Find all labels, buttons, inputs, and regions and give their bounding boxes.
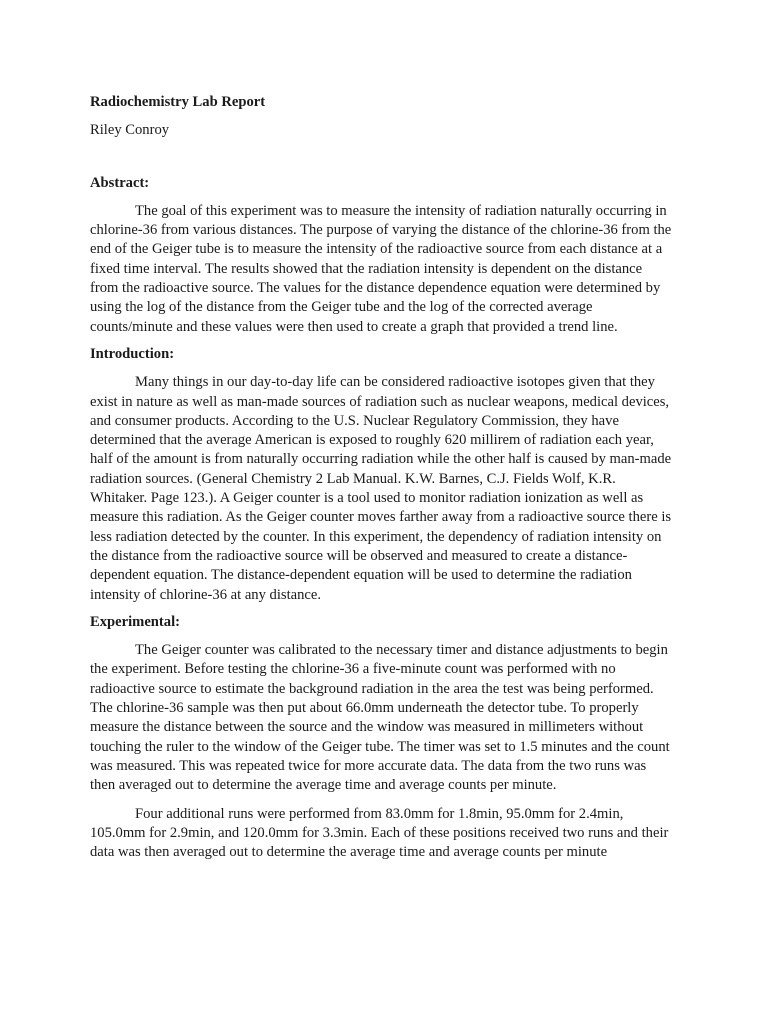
introduction-paragraph: Many things in our day-to-day life can be considered radioactive isotopes given that they exist in nature as well as man-made sources of radiation such as nuclear weapons, medical devices, and consumer products. According to the U.S. Nuclear Regulatory Commission, they have determined that the average American is exposed to roughly 620 millirem of radiation each year, half of the amount is from naturally occurring radiation while the other half is caused by man-made radiation sources. (General Chemistry 2 Lab Manual. K.W. Barnes, C.J. Fields Wolf, K.R. Whitaker. Page 123.). A Geiger counter is a tool used to monitor radiation ionization as well as measure this radiation. As the Geiger counter moves farther away from a radioactive source there is less radiation detected by the counter. In this experiment, the dependency of radiation intensity on the distance from the radioactive source will be observed and measured to create a distance-dependent equation. The distance-dependent equation will be used to determine the radiation intensity of chlorine-36 at any distance.	[90, 374, 672, 603]
author-name: Riley Conroy	[90, 122, 170, 139]
report-title: Radiochemistry Lab Report	[90, 94, 266, 110]
lab-report-page	[90, 93, 674, 862]
introduction-heading: Introduction:	[90, 345, 175, 362]
experimental-heading: Experimental:	[90, 613, 180, 630]
abstract-heading: Abstract:	[90, 174, 150, 191]
abstract-paragraph: The goal of this experiment was to measure the intensity of radiation naturally occurring in chlorine-36 from various distances. The purpose of varying the distance of the chlorine-36 from the end of the Geiger tube is to measure the intensity of the radioactive source from each distance at a fixed time interval. The results showed that the radiation intensity is dependent on the distance from the radioactive source. The values for the distance dependence equation were determined by using the log of the distance from the Geiger tube and the log of the corrected average counts/minute and these values were then used to create a graph that provided a trend line.	[90, 202, 672, 335]
experimental-paragraph-2: Four additional runs were performed from 83.0mm for 1.8min, 95.0mm for 2.4min, 105.0mm for 2.9min, and 120.0mm for 3.3min. Each of these positions received two runs and their data was then averaged out to determine the average time and average counts per minute	[90, 805, 669, 861]
experimental-paragraph-1: The Geiger counter was calibrated to the necessary timer and distance adjustments to begin the experiment. Before testing the chlorine-36 a five-minute count was performed with no radioactive source to estimate the background radiation in the area the test was being performed. The chlorine-36 sample was then put about 66.0mm underneath the detector tube. To properly measure the distance between the source and the window was measured in millimeters without touching the ruler to the window of the Geiger tube. The timer was set to 1.5 minutes and the count was measured. This was repeated twice for more accurate data. The data from the two runs was then averaged out to determine the average time and average counts per minute.	[90, 642, 670, 794]
